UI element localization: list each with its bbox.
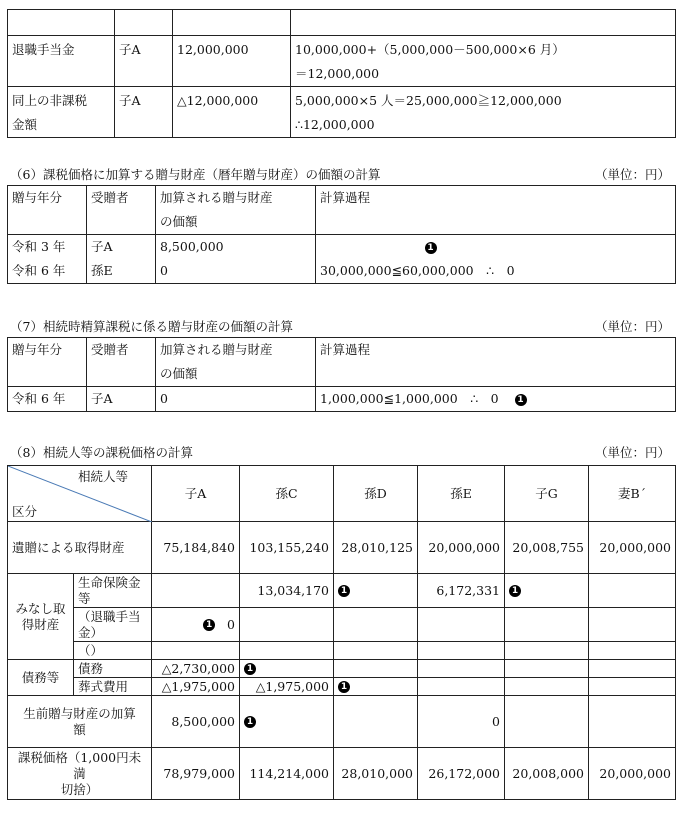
heir-header: 孫C (240, 466, 334, 522)
calc-cell (291, 36, 676, 87)
year-2: 令和 6 年 (12, 263, 66, 278)
calc-line-2: ＝12,000,000 (295, 66, 380, 81)
heir-header: 孫E (418, 466, 505, 522)
life-insurance-a (152, 574, 240, 608)
funeral-c: △1,975,000 (240, 678, 334, 696)
blank-cell (334, 642, 418, 660)
process-text: 30,000,000≦60,000,000 ∴ 0 (320, 263, 515, 278)
gift-c (240, 696, 334, 748)
item-cell (8, 87, 115, 138)
section-6-title: （6）課税価格に加算する贈与財産（暦年贈与財産）の価額の計算 (10, 167, 381, 182)
life-insurance-label-line-2: 等 (78, 590, 91, 606)
retirement-b (589, 608, 676, 642)
blank-cell (240, 642, 334, 660)
answer-mark-icon: 1 (425, 242, 437, 254)
section-7-title: （7）相続時精算課税に係る贈与財産の価額の計算 (10, 319, 293, 334)
blank-cell (505, 660, 589, 678)
retirement-g (505, 608, 589, 642)
retirement-d (334, 608, 418, 642)
taxable-value: 26,172,000 (418, 748, 505, 800)
header-value-line-1: 加算される贈与財産 (160, 190, 273, 205)
heir-header: 子G (505, 466, 589, 522)
retirement-allowance-table (7, 9, 676, 138)
blank-cell (115, 10, 173, 36)
life-insurance-label-line-1: 生命保険金 (78, 574, 141, 590)
year-1: 令和 3 年 (12, 239, 66, 254)
value-2: 0 (160, 263, 168, 278)
paren-label: （） (74, 642, 152, 660)
life-insurance-g (505, 574, 589, 608)
calc-cell (291, 87, 676, 138)
life-insurance-d (334, 574, 418, 608)
gift-label (8, 696, 152, 748)
retirement-label-line-2: 金） (78, 624, 104, 640)
header-process: 計算過程 (316, 338, 676, 387)
header-value-line-2: の価額 (160, 366, 198, 381)
blank-cell (334, 660, 418, 678)
amount-cell: 12,000,000 (173, 36, 291, 87)
taxable-value: 28,010,000 (334, 748, 418, 800)
debt-a: △2,730,000 (152, 660, 240, 678)
header-year: 贈与年分 (8, 186, 87, 235)
gift-d (334, 696, 418, 748)
year-cell: 令和 6 年 (8, 387, 87, 412)
calc-line-1: 5,000,000×5 人＝25,000,000≧12,000,000 (295, 93, 562, 108)
life-insurance-b (589, 574, 676, 608)
debt-label: 債務 (74, 660, 152, 678)
taxable-label-line-2: 切捨） (60, 781, 99, 797)
gift-label-line-1: 生前贈与財産の加算 (23, 705, 136, 721)
year-cell (8, 235, 87, 284)
header-year: 贈与年分 (8, 338, 87, 387)
taxable-value: 78,979,000 (152, 748, 240, 800)
heir-header: 子A (152, 466, 240, 522)
process-cell (316, 235, 676, 284)
blank-cell (152, 642, 240, 660)
donee-cell (87, 235, 156, 284)
retirement-e (418, 608, 505, 642)
bequest-value: 28,010,125 (334, 522, 418, 574)
heir-header: 妻B´ (589, 466, 676, 522)
taxable-value: 114,214,000 (240, 748, 334, 800)
header-value-line-1: 加算される贈与財産 (160, 342, 273, 357)
answer-mark-icon: 1 (515, 394, 527, 406)
corner-top-label: 相続人等 (78, 469, 129, 484)
blank-cell (505, 678, 589, 696)
gift-a: 8,500,000 (152, 696, 240, 748)
retirement-a: 1 0 (152, 608, 240, 642)
life-insurance-label (74, 574, 152, 608)
donee-cell: 子A (87, 387, 156, 412)
deemed-label-line-2: 得財産 (21, 616, 60, 632)
answer-mark-icon: 1 (509, 585, 521, 597)
process-cell (316, 387, 676, 412)
process-text: 1,000,000≦1,000,000 ∴ 0 (320, 391, 499, 406)
blank-cell (589, 660, 676, 678)
section-7-unit: （単位：円） (594, 319, 670, 334)
calc-line-2: ∴12,000,000 (295, 117, 375, 132)
blank-cell (173, 10, 291, 36)
answer-mark-icon: 1 (338, 585, 350, 597)
value-cell (156, 235, 316, 284)
retirement-c (240, 608, 334, 642)
blank-cell (291, 10, 676, 36)
settlement-gift-table (7, 337, 676, 412)
bequest-value: 20,008,755 (505, 522, 589, 574)
header-donee: 受贈者 (87, 338, 156, 387)
item-label-line-1: 同上の非課税 (12, 93, 88, 108)
donee-2: 孫E (91, 263, 113, 278)
item-label-line-2: 金額 (12, 117, 38, 132)
heir-cell: 子A (115, 36, 173, 87)
answer-mark-icon: 1 (203, 619, 215, 631)
bequest-value: 103,155,240 (240, 522, 334, 574)
corner-header (8, 466, 152, 522)
bequest-value: 20,000,000 (589, 522, 676, 574)
funeral-a: △1,975,000 (152, 678, 240, 696)
answer-mark-icon: 1 (244, 716, 256, 728)
gift-g (505, 696, 589, 748)
life-insurance-c: 13,034,170 (240, 574, 334, 608)
blank-cell (505, 642, 589, 660)
item-label: 退職手当金 (12, 42, 75, 57)
blank-cell (418, 642, 505, 660)
header-value-line-2: の価額 (160, 214, 198, 229)
blank-cell (418, 660, 505, 678)
taxable-value-table (7, 465, 676, 800)
bequest-value: 20,000,000 (418, 522, 505, 574)
header-donee: 受贈者 (87, 186, 156, 235)
gift-e: 0 (418, 696, 505, 748)
heir-header: 孫D (334, 466, 418, 522)
bequest-value: 75,184,840 (152, 522, 240, 574)
blank-cell (589, 678, 676, 696)
answer-mark-icon: 1 (244, 663, 256, 675)
corner-bottom-label: 区分 (12, 504, 38, 519)
retirement-label (74, 608, 152, 642)
debts-label: 債務等 (8, 660, 74, 696)
taxable-value: 20,008,000 (505, 748, 589, 800)
gift-b (589, 696, 676, 748)
retirement-label-line-1: （退職手当 (78, 608, 141, 624)
funeral-d (334, 678, 418, 696)
calc-line-1: 10,000,000+（5,000,000－500,000×6 月） (295, 42, 565, 57)
header-value (156, 186, 316, 235)
deemed-label (8, 574, 74, 660)
header-process: 計算過程 (316, 186, 676, 235)
debt-c (240, 660, 334, 678)
gift-label-line-2: 額 (73, 721, 86, 737)
funeral-label: 葬式費用 (74, 678, 152, 696)
life-insurance-e: 6,172,331 (418, 574, 505, 608)
heir-cell: 子A (115, 87, 173, 138)
donee-1: 子A (91, 239, 113, 254)
section-8-title: （8）相続人等の課税価格の計算 (10, 445, 193, 460)
bequest-label: 遺贈による取得財産 (8, 522, 152, 574)
value-cell: 0 (156, 387, 316, 412)
annual-gift-table (7, 185, 676, 284)
item-cell (8, 36, 115, 87)
taxable-value: 20,000,000 (589, 748, 676, 800)
value-1: 8,500,000 (160, 239, 224, 254)
answer-mark-icon: 1 (338, 681, 350, 693)
taxable-label-line-1: 課税価格（1,000円未満 (17, 749, 142, 781)
taxable-label (8, 748, 152, 800)
header-value (156, 338, 316, 387)
section-6-unit: （単位：円） (594, 167, 670, 182)
blank-cell (589, 642, 676, 660)
section-8-unit: （単位：円） (594, 445, 670, 460)
amount-cell: △12,000,000 (173, 87, 291, 138)
blank-cell (8, 10, 115, 36)
blank-cell (418, 678, 505, 696)
deemed-label-line-1: みなし取 (15, 600, 66, 616)
